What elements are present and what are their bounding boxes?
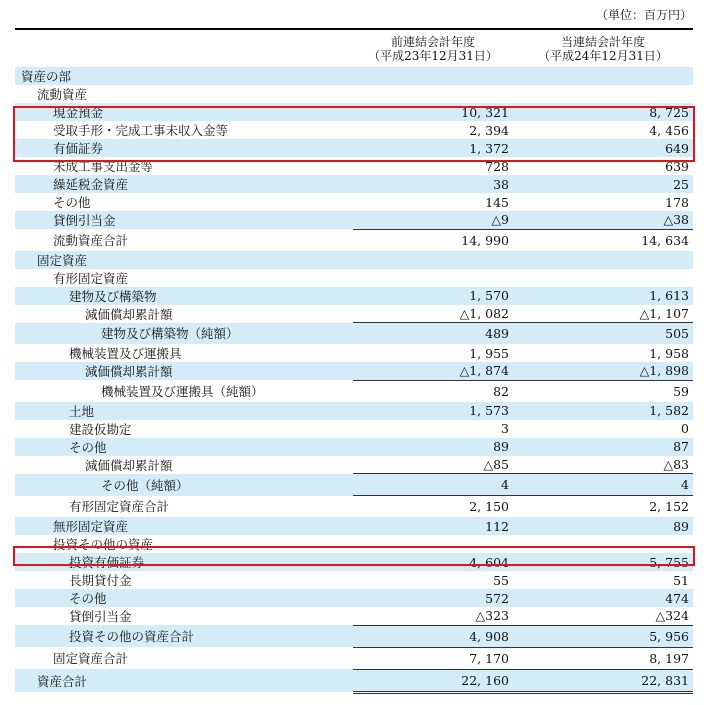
prev-value: 728 [485,158,509,174]
curr-value: 5, 956 [513,625,693,647]
prev-value [353,269,513,287]
curr-value: 649 [513,139,693,157]
prev-value: 4, 604 [353,553,513,571]
row-label: 有形固定資産合計 [69,499,170,515]
row-label: 無形固定資産 [15,517,343,535]
prev-value: △85 [353,456,513,474]
table-row [15,625,693,647]
prev-value: 572 [353,589,513,607]
row-label: 長期貸付金 [69,573,132,588]
row-label: その他 [15,589,343,607]
curr-value: 87 [513,438,693,456]
curr-value: 25 [513,175,693,193]
row-label: 流動資産合計 [53,232,129,248]
curr-value: 8, 725 [513,103,693,121]
row-label: 投資有価証券 [15,553,343,571]
prev-value: 14, 990 [461,232,509,248]
table-row [15,647,693,669]
curr-value: 1, 613 [513,287,693,305]
curr-value: 22, 831 [513,669,693,692]
prev-value: △1, 874 [353,362,513,380]
prev-value [353,85,513,103]
curr-value: 505 [513,323,693,345]
row-label: 繰延税金資産 [15,175,343,193]
row-label: 減価償却累計額 [15,362,343,380]
prev-value: 1, 573 [353,402,513,420]
unit-note: （単位：百万円） [595,8,692,22]
row-label: 投資その他の資産合計 [15,625,343,647]
row-label: 減価償却累計額 [85,457,173,473]
prev-value: 82 [493,383,509,399]
prev-value [353,67,513,85]
row-label: 有形固定資産 [53,270,129,286]
prev-value: 2, 150 [469,499,509,514]
row-label: 流動資産 [37,87,88,102]
curr-value: 1, 582 [513,402,693,420]
table-row [15,193,693,211]
row-label: 資産の部 [15,67,343,85]
row-label: 貸倒引当金 [15,211,343,229]
row-label: その他（純額） [15,474,343,496]
table-row [15,229,693,251]
prev-value: 3 [501,421,509,436]
table-row [15,344,693,362]
curr-value: 4 [513,474,693,496]
table-row [15,438,693,456]
table-row [15,323,693,345]
table-row [15,305,693,323]
curr-value: 8, 197 [513,647,693,669]
row-label: 機械装置及び運搬具 [69,346,182,361]
table-row [15,251,693,269]
curr-value: 178 [665,194,689,210]
curr-value: 5, 755 [513,553,693,571]
table-row [15,287,693,305]
table-row [15,380,693,402]
row-label: 未成工事支出金等 [53,159,154,174]
row-label: 建物及び構築物（純額） [15,323,343,345]
row-label: 建物及び構築物 [15,287,343,305]
curr-value: 1, 958 [649,345,689,361]
row-label: 建設仮勘定 [69,421,132,437]
prev-value: △9 [353,211,513,229]
table-row [15,571,693,589]
curr-value: 4, 456 [649,122,689,138]
row-label: 現金預金 [15,103,343,121]
header-curr-period: 当連結会計年度 （平成24年12月31日） [538,35,668,63]
curr-value: 51 [673,572,689,588]
prev-value: 7, 170 [353,647,513,669]
curr-value: 89 [513,517,693,535]
prev-value [353,251,513,269]
curr-value: 14, 634 [641,232,689,248]
row-label: 受取手形・完成工事未収入金等 [53,123,229,138]
balance-sheet [15,28,693,694]
curr-value: 474 [513,589,693,607]
table-row [15,607,693,625]
prev-value: 10, 321 [353,103,513,121]
table-row [15,211,693,229]
prev-value: 38 [353,175,513,193]
prev-value: 489 [353,323,513,345]
table-row [15,67,693,85]
highlight-box-investment-securities [13,546,695,566]
prev-value: 22, 160 [353,669,513,692]
row-label: その他 [53,195,91,210]
prev-value: 1, 570 [353,287,513,305]
curr-value: △324 [513,607,693,625]
row-label: 資産合計 [15,669,343,692]
table-row [15,589,693,607]
prev-value: △323 [353,607,513,625]
prev-value: 4, 908 [353,625,513,647]
row-label: 貸倒引当金 [69,609,132,624]
table-row [15,175,693,193]
row-label: 投資その他の資産 [53,537,154,552]
table-row [15,420,693,438]
curr-value: △38 [513,211,693,229]
table-row [15,456,693,474]
row-label: その他 [15,438,343,456]
row-label: 減価償却累計額 [85,306,173,322]
header-prev-period: 前連結会計年度 （平成23年12月31日） [368,35,498,63]
curr-value: △1, 898 [513,362,693,380]
curr-value: △1, 107 [513,305,693,323]
row-label: 固定資産 [15,251,343,269]
curr-value: △83 [513,456,693,474]
table-row [15,269,693,287]
table-row [15,85,693,103]
prev-value: △1, 082 [353,305,513,323]
prev-value: 1, 372 [353,139,513,157]
prev-value: 4 [353,474,513,496]
curr-value [513,67,693,85]
header-row [15,30,693,67]
prev-value: 145 [485,194,509,210]
prev-value: 112 [353,517,513,535]
table-row [15,474,693,496]
row-label: 機械装置及び運搬具（純額） [101,383,264,399]
curr-value [513,251,693,269]
table-row [15,669,693,692]
row-label: 固定資産合計 [53,651,129,666]
curr-value: 0 [681,421,689,436]
row-label: 土地 [15,402,343,420]
curr-value: 59 [673,383,689,399]
highlight-box-current-assets [13,106,695,162]
curr-value [513,85,693,103]
curr-value [513,269,693,287]
row-label: 有価証券 [15,139,343,157]
prev-value: 89 [353,438,513,456]
table-row [15,496,693,518]
table-row [15,517,693,535]
curr-value: 2, 152 [649,499,689,514]
curr-value: 639 [665,158,689,174]
prev-value: 55 [493,572,509,588]
table-row [15,402,693,420]
table-row [15,362,693,380]
prev-value: 1, 955 [469,345,509,361]
prev-value: 2, 394 [469,122,509,138]
